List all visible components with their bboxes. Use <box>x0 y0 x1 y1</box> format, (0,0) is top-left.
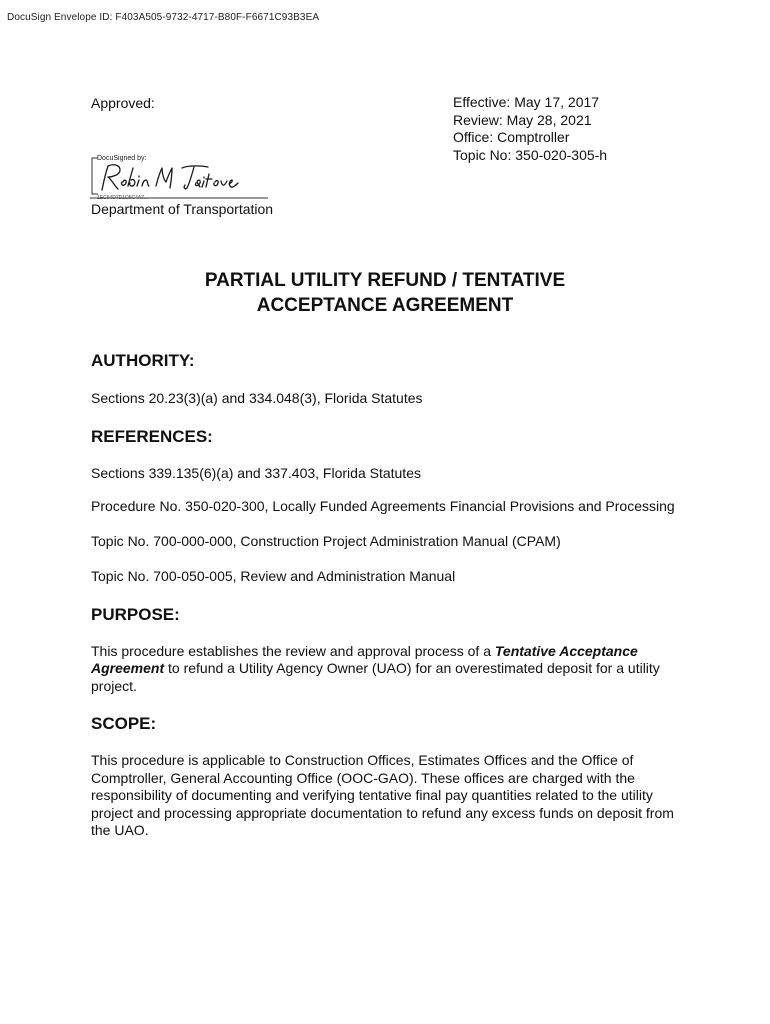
purpose-text-start: This procedure establishes the review and approval process of a <box>91 642 495 659</box>
authority-heading: AUTHORITY: <box>91 351 195 370</box>
purpose-emphasis: Tentative Acceptance Agreement <box>91 642 638 676</box>
scope-text: This procedure is applicable to Construction Offices, Estimates Offices and the Office of Comptroller, General Accounting Office (OOC-GAO). These offices are charged with the responsibility of documenting and verifying tentative final pay quantities related to the utility project and processing appropriate documentation to refund any excess funds on deposit from the UAO. <box>91 752 674 838</box>
reference-item: Procedure No. 350-020-300, Locally Funded Agreements Financial Provisions and Processing <box>91 498 675 514</box>
document-title <box>0 268 770 318</box>
signature-hash: 1EC64D7D1D5C4A7... <box>97 195 149 200</box>
office-name: Office: Comptroller <box>453 129 570 145</box>
authority-text: Sections 20.23(3)(a) and 334.048(3), Florida Statutes <box>91 390 423 406</box>
purpose-text <box>91 643 691 696</box>
reference-item: Sections 339.135(6)(a) and 337.403, Florida Statutes <box>91 464 421 481</box>
topic-number: Topic No: 350-020-305-h <box>453 146 608 163</box>
review-date: Review: May 28, 2021 <box>453 111 592 128</box>
docusign-label: DocuSigned by: <box>97 155 147 162</box>
reference-item: Topic No. 700-050-005, Review and Administration Manual <box>91 568 456 584</box>
scope-heading: SCOPE: <box>91 714 157 733</box>
references-heading: REFERENCES: <box>91 426 213 446</box>
purpose-text-end: to refund a Utility Agency Owner (UAO) for an overestimated deposit for a utility project. <box>91 660 660 694</box>
approved-label: Approved: <box>91 95 155 111</box>
approval-block <box>91 94 391 112</box>
effective-date: Effective: May 17, 2017 <box>453 94 600 110</box>
docusign-envelope-id: DocuSign Envelope ID: F403A505-9732-4717-B80F-F6671C93B3EA <box>7 12 320 23</box>
handwritten-signature <box>102 165 238 190</box>
reference-item: Topic No. 700-000-000, Construction Project Administration Manual (CPAM) <box>91 532 561 549</box>
procedure-metadata <box>453 94 607 164</box>
document-body <box>91 350 691 840</box>
docusign-signature <box>90 152 270 200</box>
title-line-2: ACCEPTANCE AGREEMENT <box>256 295 514 316</box>
signature-graphic <box>90 152 270 200</box>
department-name: Department of Transportation <box>91 201 274 217</box>
purpose-heading: PURPOSE: <box>91 604 180 624</box>
title-line-1: PARTIAL UTILITY REFUND / TENTATIVE <box>204 270 566 291</box>
